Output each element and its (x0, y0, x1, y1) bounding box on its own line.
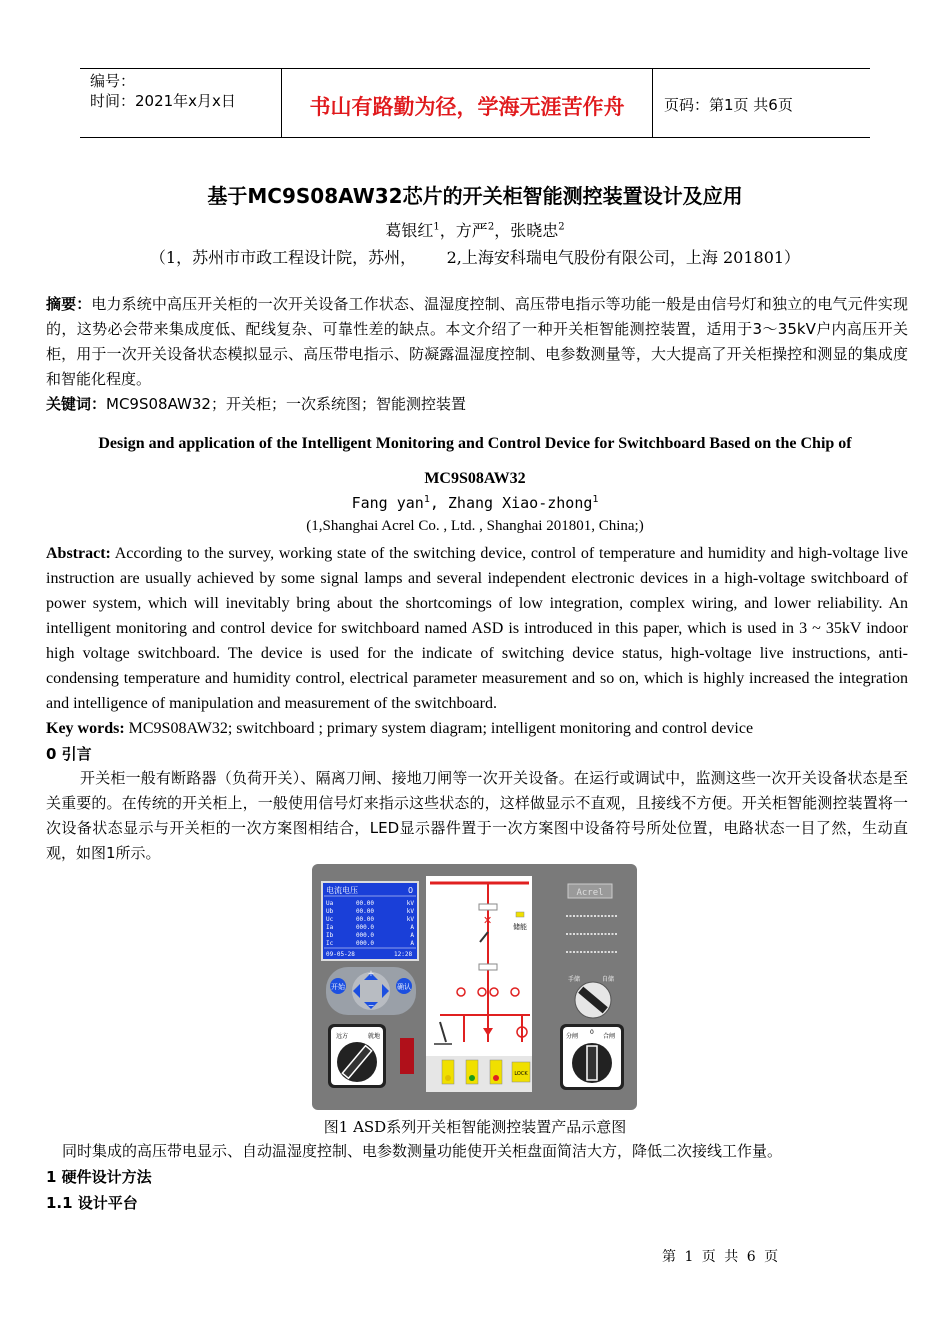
keywords-text: MC9S08AW32；开关柜；一次系统图；智能测控装置 (106, 395, 466, 413)
device-drawing (312, 864, 637, 1110)
english-authors (0, 494, 950, 512)
subsection-heading: 1.1 设计平台 (46, 1194, 138, 1212)
english-affiliation: (1,Shanghai Acrel Co. , Ltd. , Shanghai 201801, China;) (306, 518, 644, 534)
author-sup: 1 (592, 494, 599, 505)
authors (0, 218, 950, 241)
lcd-title-value: 0 (408, 886, 414, 895)
abstract-en (46, 541, 908, 716)
red-indicator (400, 1038, 414, 1074)
author-name: ，张晓忠 (494, 221, 559, 240)
lcd-cell: A (410, 940, 414, 947)
author-sup: 1 (433, 221, 440, 233)
keywords-label: 关键词： (46, 395, 107, 413)
header-motto: 书山有路勤为径，学海无涯苦作舟 (309, 95, 625, 119)
date-label: 时间：2021年x月x日 (90, 92, 236, 110)
abstract-label: 摘要： (46, 295, 92, 313)
abstract-text: 电力系统中高压开关柜的一次开关设备工作状态、温湿度控制、高压带电指示等功能一般是由信号灯和独立的电气元件实现的，这势必会带来集成度低、配线复杂、可靠性差的缺点。本文介绍了一种开关柜智能测控装置，适用于3～35kV户内高压开关柜，用于一次开关设备状态模拟显示、高压带电指示、防凝露温湿度控制、电参数测量等，大大提高了开关柜操控和测显的集成度和智能化程度。 (46, 295, 908, 388)
manual-label: 手储 (568, 976, 581, 983)
lcd-time: 12:28 (394, 951, 413, 958)
author-name: ，方严 (439, 221, 488, 240)
keywords-en (46, 716, 908, 741)
brand-logo: Acrel (576, 888, 604, 898)
page-header (80, 68, 870, 138)
keywords-label: Key words: (46, 720, 125, 737)
lcd-title: 电流电压 (326, 886, 358, 895)
svg-text:−: − (367, 1001, 375, 1010)
lcd-cell: kV (406, 916, 414, 923)
section-heading: 0 引言 (46, 745, 92, 763)
lcd-cell: 000.0 (355, 940, 374, 947)
english-title (0, 426, 950, 496)
close-label: 合闸 (603, 1033, 616, 1040)
page-footer: 第 1 页 共 6 页 (662, 1249, 781, 1265)
author-sup: 1 (423, 494, 430, 505)
lcd-cell: Ic (326, 940, 334, 947)
affiliation: （1，苏州市市政工程设计院，苏州， 2,上海安科瑞电气股份有限公司，上海 201801） (149, 248, 801, 267)
abstract-label: Abstract: (46, 545, 111, 562)
english-title-line: MC9S08AW32 (424, 470, 526, 487)
device-figure (312, 864, 637, 1110)
author-name: 葛银红 (385, 221, 434, 240)
confirm-button-label: 确认 (397, 983, 411, 991)
store-energy-label: 储能 (513, 923, 527, 931)
lcd-cell: Uc (326, 916, 334, 923)
lock-label: LOCK (514, 1071, 528, 1077)
body-paragraph: 同时集成的高压带电显示、自动温湿度控制、电参数测量功能使开关柜盘面简洁大方，降低二次接线工作量。 (62, 1142, 783, 1160)
local-label: 就地 (368, 1033, 381, 1040)
header-page-number: 页码：第1页 共6页 (664, 96, 793, 114)
intro-paragraph: 开关柜一般有断路器（负荷开关）、隔离刀闸、接地刀闸等一次开关设备。在运行或调试中，监测这些一次开关设备状态是至关重要的。在传统的开关柜上，一般使用信号灯来指示这些状态的，这样做显示不直观，且接线不方便。开关柜智能测控装置将一次设备状态显示与开关柜的一次方案图相结合，LED显示器件置于一次方案图中设备符号所处位置，电路状态一目了然，生动直观，如图1所示。 (46, 769, 908, 862)
abstract-zh (46, 292, 908, 392)
zero-label: 0 (590, 1029, 594, 1036)
header-divider (652, 69, 653, 137)
remote-label: 远方 (336, 1033, 349, 1040)
paper-title: 基于MC9S08AW32芯片的开关柜智能测控装置设计及应用 (207, 184, 743, 208)
lcd-cell: kV (406, 908, 414, 915)
author-sup: 2 (558, 221, 565, 233)
keywords-text: MC9S08AW32; switchboard ; primary system diagram; intelligent monitoring and control device (124, 720, 754, 737)
lcd-cell: 000.0 (355, 924, 374, 931)
abstract-text: According to the survey, working state of the switching device, control of temperature and humidity and high-voltage live instruction are usually achieved by some signal lamps and several independent electronic devices in a high-voltage switchboard of power system, which will inevitably bring about the shortcomings of low integration, complex wiring, and lower reliability. An intelligent monitoring and control device for switchboard named ASD is introduced in this paper, which is used in 3 ~ 35kV indoor high voltage switchboard. The device is used for the indicate of switching device status, high-voltage live instructions, anti-condensing temperature and humidity control, electrical parameter measurement and so on, which is highly increased the integration and intelligence of manipulation and measurement of the switchboard. (46, 545, 908, 712)
author-name: Fang yan (351, 494, 424, 512)
lcd-cell: Ua (326, 900, 334, 907)
open-label: 分闸 (566, 1033, 579, 1040)
lcd-cell: kV (406, 900, 414, 907)
author-sup: 2 (487, 221, 495, 233)
lcd-cell: Ia (326, 924, 334, 931)
lcd-cell: Ub (326, 908, 334, 915)
english-title-line: Design and application of the Intelligent Monitoring and Control Device for Switchboard Based on the Chip of (98, 435, 852, 452)
lcd-cell: A (410, 924, 414, 931)
header-info (90, 71, 236, 111)
auto-label: 自储 (602, 976, 615, 983)
lcd-cell: Ib (326, 932, 334, 939)
lcd-cell: 000.0 (355, 932, 374, 939)
svg-text:✕: ✕ (483, 914, 493, 927)
lcd-date: 09-05-28 (326, 951, 355, 958)
lcd-cell: A (410, 932, 414, 939)
lcd-cell: 00.00 (355, 900, 374, 907)
keywords-zh (46, 392, 908, 417)
lcd-cell: 00.00 (355, 916, 374, 923)
figure-caption: 图1 ASD系列开关柜智能测控装置产品示意图 (323, 1118, 627, 1136)
lcd-cell: 00.00 (355, 908, 374, 915)
svg-text:+: + (367, 969, 375, 978)
start-button-label: 开始 (331, 983, 345, 991)
code-label: 编号： (90, 72, 136, 90)
author-name: , Zhang Xiao-zhong (429, 494, 593, 512)
section-heading: 1 硬件设计方法 (46, 1168, 152, 1186)
